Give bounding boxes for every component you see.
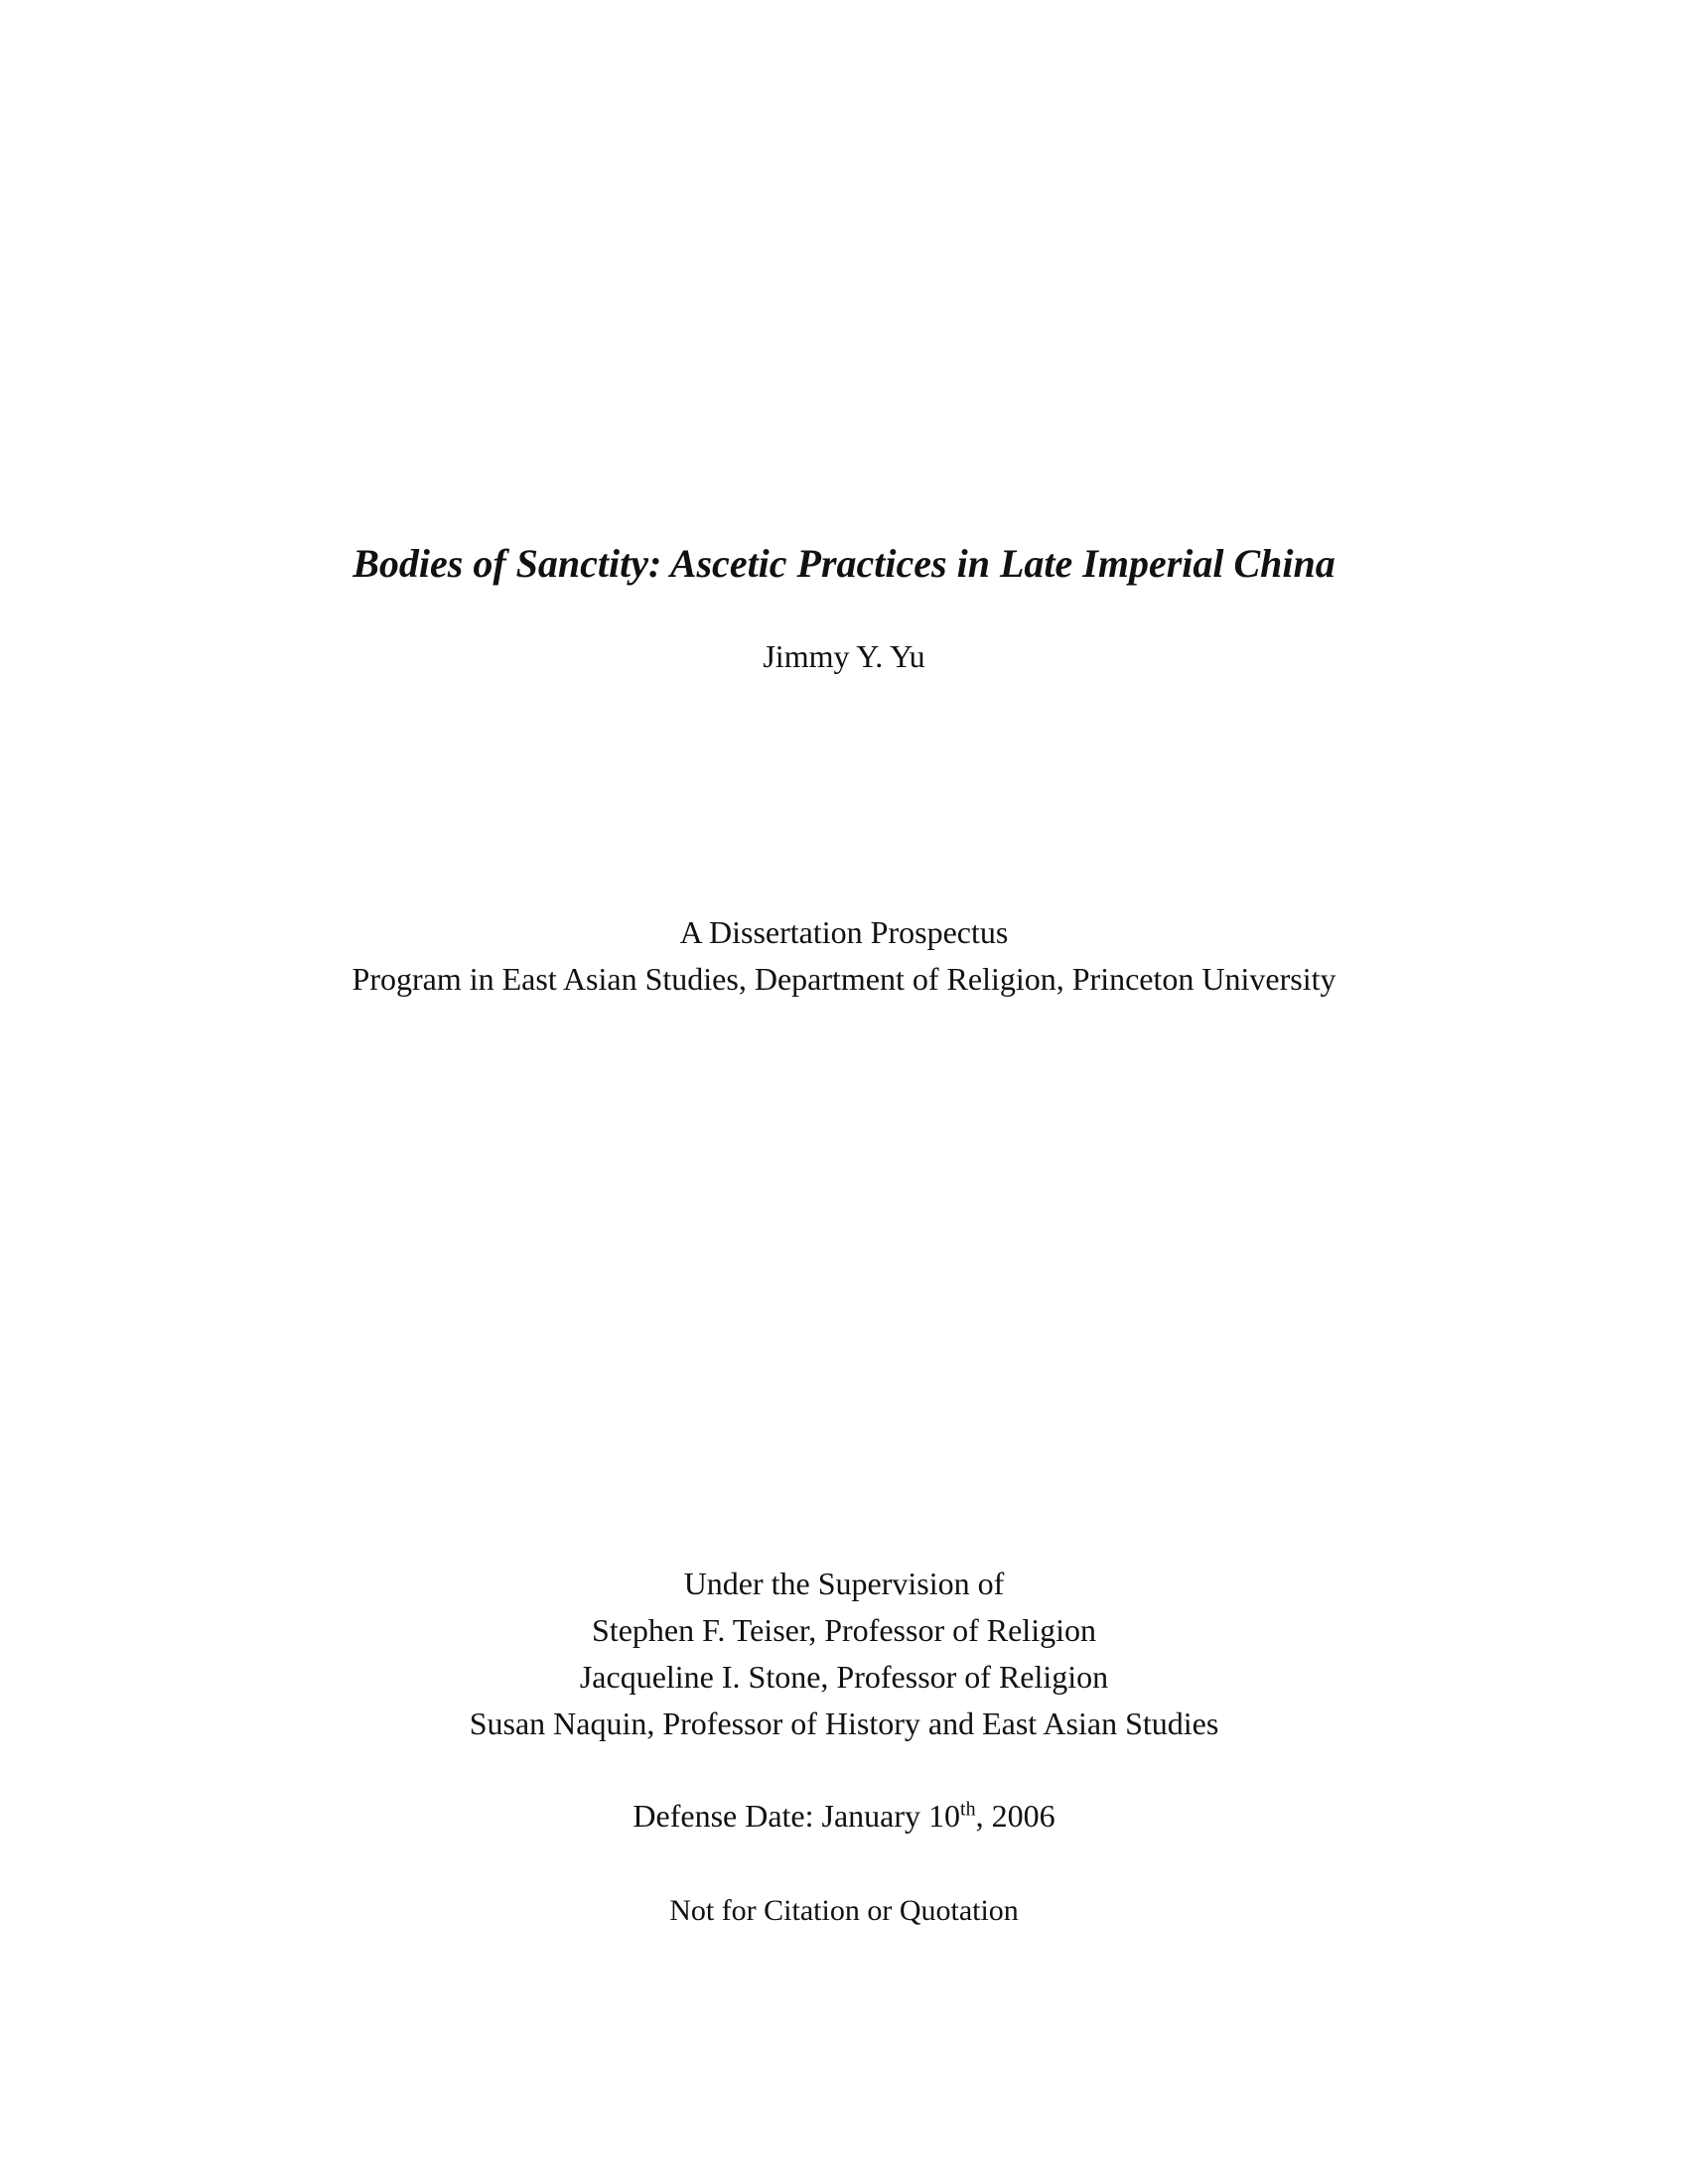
defense-date-ordinal: th bbox=[960, 1798, 976, 1821]
defense-date-year: , 2006 bbox=[975, 1798, 1055, 1834]
supervision-heading: Under the Supervision of bbox=[683, 1566, 1005, 1601]
supervisor-2: Jacqueline I. Stone, Professor of Religion bbox=[579, 1659, 1109, 1695]
citation-notice: Not for Citation or Quotation bbox=[669, 1894, 1019, 1927]
program-line: Program in East Asian Studies, Department of Religion, Princeton University bbox=[352, 961, 1336, 997]
defense-date-label: Defense Date: January 10 bbox=[633, 1798, 961, 1834]
prospectus-line: A Dissertation Prospectus bbox=[679, 914, 1009, 950]
supervisor-3: Susan Naquin, Professor of History and East Asian Studies bbox=[469, 1706, 1219, 1741]
author-name: Jimmy Y. Yu bbox=[763, 638, 925, 674]
page-title: Bodies of Sanctity: Ascetic Practices in Late Imperial China bbox=[352, 541, 1336, 586]
supervisor-1: Stephen F. Teiser, Professor of Religion bbox=[592, 1612, 1096, 1648]
defense-date bbox=[0, 1795, 1688, 1837]
